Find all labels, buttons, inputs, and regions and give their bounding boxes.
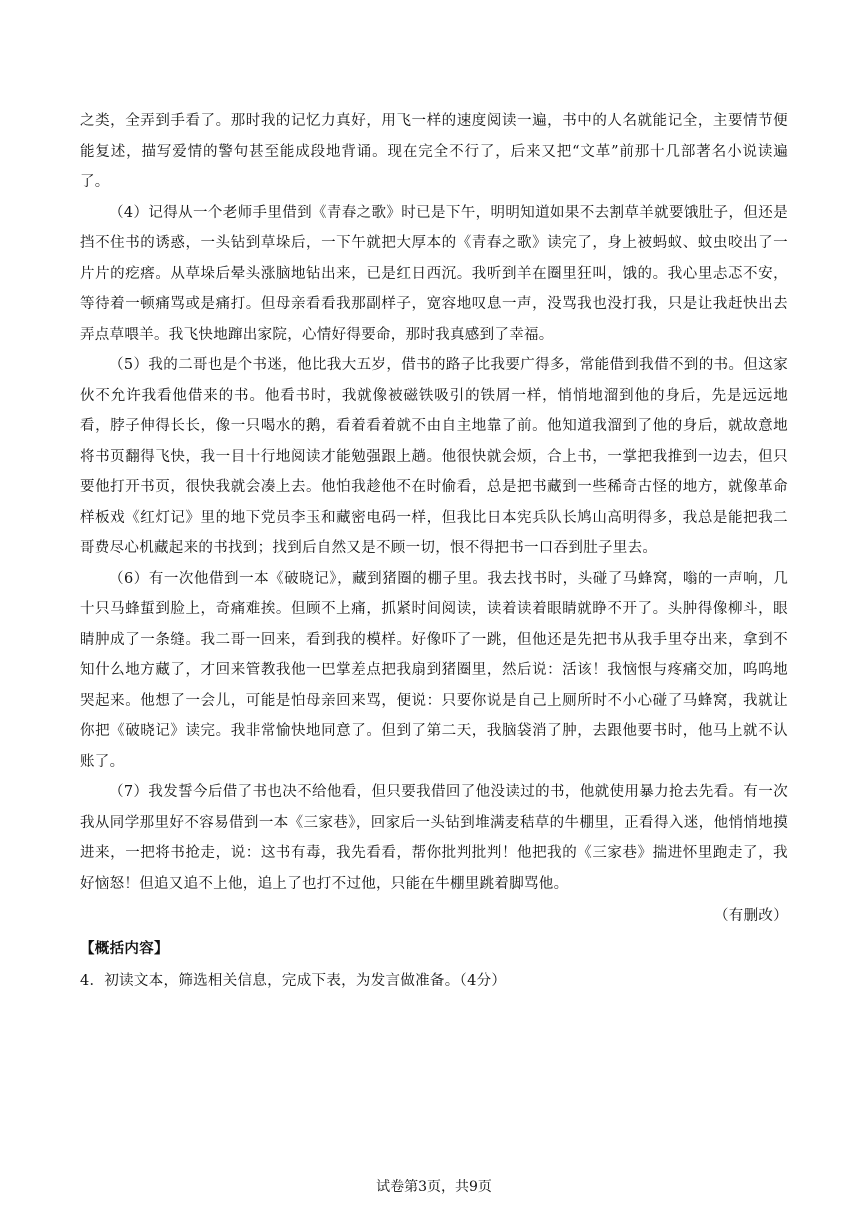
paragraph-4: （4）记得从一个老师手里借到《青春之歌》时已是下午，明明知道如果不去割草羊就要饿肚子，但还是挡不住书的诱惑，一头钻到草垛后，一下午就把大厚本的《青春之歌》读完了，身上被蚂蚁、蚊虫咬出了一片片的疙瘩。从草垛后晕头涨脑地钻出来，已是红日西沉。我听到羊在圈里狂叫，饿的。我心里忐忑不安，等待着一顿痛骂或是痛打。但母亲看看我那副样子，宽容地叹息一声，没骂我也没打我，只是让我赶快出去弄点草喂羊。我飞快地蹿出家院，心情好得要命，那时我真感到了幸福。 bbox=[80, 204, 788, 343]
reading-passage bbox=[80, 106, 788, 997]
section-title: 【概括内容】 bbox=[80, 939, 169, 957]
paragraph-continuation: 之类，全弄到手看了。那时我的记忆力真好，用飞一样的速度阅读一遍，书中的人名就能记全，主要情节便能复述，描写爱情的警句甚至能成段地背诵。现在完全不行了，后来又把“文革”前那十几部著名小说读遍了。 bbox=[80, 113, 788, 190]
page-footer: 试卷第3页，共9页 bbox=[376, 1179, 492, 1195]
paragraph-6: （6）有一次他借到一本《破晓记》，藏到猪圈的棚子里。我去找书时，头碰了马蜂窝，嗡的一声响，几十只马蜂蜇到脸上，奇痛难挨。但顾不上痛，抓紧时间阅读，读着读着眼睛就睁不开了。头肿得像柳斗，眼睛肿成了一条缝。我二哥一回来，看到我的模样。好像吓了一跳，但他还是先把书从我手里夺出来，拿到不知什么地方藏了，才回来管教我他一巴掌差点把我扇到猪圈里，然后说：活该！我恼恨与疼痛交加，呜呜地哭起来。他想了一会儿，可能是怕母亲回来骂，便说：只要你说是自己上厕所时不小心碰了马蜂窝，我就让你把《破晓记》读完。我非常愉快地同意了。但到了第二天，我脑袋消了肿，去跟他要书时，他马上就不认账了。 bbox=[80, 570, 788, 770]
paragraph-7: （7）我发誓今后借了书也决不给他看，但只要我借回了他没读过的书，他就使用暴力抢去先看。有一次我从同学那里好不容易借到一本《三家巷》，回家后一头钻到堆满麦秸草的牛棚里，正看得入迷，他悄悄地摸进来，一把将书抢走，说：这书有毒，我先看看，帮你批判批判！他把我的《三家巷》揣进怀里跑走了，我好恼怒！但追又追不上他，追上了也打不过他，只能在牛棚里跳着脚骂他。 bbox=[80, 784, 788, 892]
question-4: 4．初读文本，筛选相关信息，完成下表，为发言做准备。（4分） bbox=[80, 973, 507, 989]
paragraph-5: （5）我的二哥也是个书迷，他比我大五岁，借书的路子比我要广得多，常能借到我借不到的书。但这家伙不允许我看他借来的书。他看书时，我就像被磁铁吸引的铁屑一样，悄悄地溜到他的身后，先是远远地看，脖子伸得长长，像一只喝水的鹅，看着看着就不由自主地靠了前。他知道我溜到了他的身后，就故意地将书页翻得飞快，我一目十行地阅读才能勉强跟上趟。他很快就会烦，合上书，一掌把我推到一边去，但只要他打开书页，很快我就会凑上去。他怕我趁他不在时偷看，总是把书藏到一些稀奇古怪的地方，就像革命样板戏《红灯记》里的地下党员李玉和藏密电码一样，但我比日本宪兵队长鸠山高明得多，我总是能把我二哥费尽心机藏起来的书找到；找到后自然又是不顾一切，恨不得把书一口吞到肚子里去。 bbox=[80, 357, 788, 556]
abridged-note: （有删改） bbox=[714, 908, 788, 924]
